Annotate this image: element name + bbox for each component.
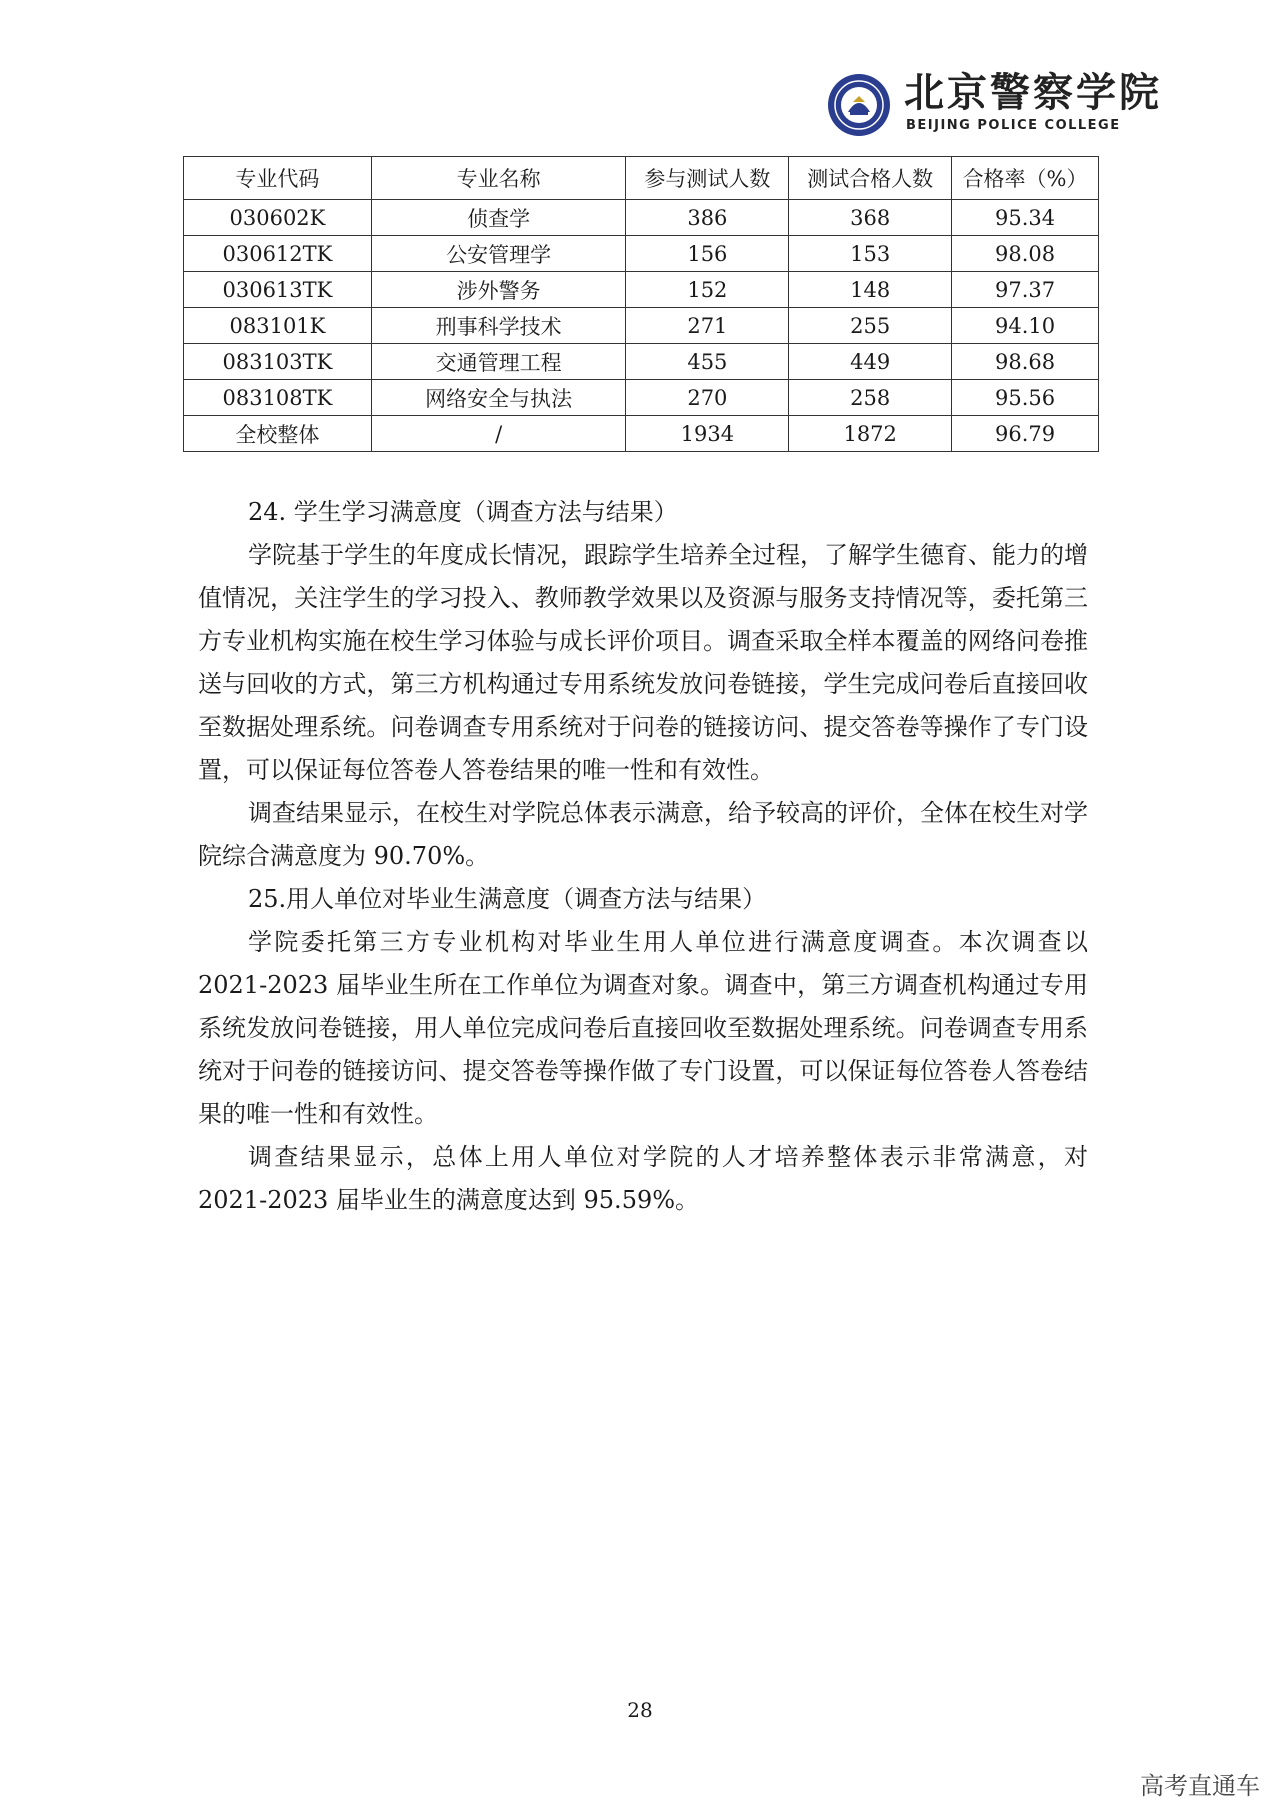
cell-passed: 148 bbox=[789, 272, 952, 308]
cell-passed: 255 bbox=[789, 308, 952, 344]
table-row bbox=[184, 308, 1099, 344]
cell-pass-rate: 96.79 bbox=[952, 416, 1099, 452]
cell-participants: 270 bbox=[626, 380, 789, 416]
cell-participants: 156 bbox=[626, 236, 789, 272]
cell-pass-rate: 98.08 bbox=[952, 236, 1099, 272]
cell-passed: 153 bbox=[789, 236, 952, 272]
cell-participants: 271 bbox=[626, 308, 789, 344]
cell-participants: 152 bbox=[626, 272, 789, 308]
table-total-row bbox=[184, 416, 1099, 452]
section-25-paragraph-2: 调查结果显示，总体上用人单位对学院的人才培养整体表示非常满意，对 2021-2023 届毕业生的满意度达到 95.59%。 bbox=[198, 1143, 1088, 1214]
header-passed: 测试合格人数 bbox=[789, 157, 952, 200]
cell-major-code: 030602K bbox=[184, 200, 372, 236]
cell-major-name: 刑事科学技术 bbox=[371, 308, 626, 344]
document-body bbox=[198, 491, 1088, 1222]
cell-major-code: 全校整体 bbox=[184, 416, 372, 452]
police-college-seal-icon bbox=[826, 72, 892, 138]
section-24-paragraph-1: 学院基于学生的年度成长情况，跟踪学生培养全过程，了解学生德育、能力的增值情况，关注学生的学习投入、教师教学效果以及资源与服务支持情况等，委托第三方专业机构实施在校生学习体验与成长评价项目。调查采取全样本覆盖的网络问卷推送与回收的方式，第三方机构通过专用系统发放问卷链接，学生完成问卷后直接回收至数据处理系统。问卷调查专用系统对于问卷的链接访问、提交答卷等操作了专门设置，可以保证每位答卷人答卷结果的唯一性和有效性。 bbox=[198, 541, 1088, 784]
table-row bbox=[184, 200, 1099, 236]
cell-participants: 455 bbox=[626, 344, 789, 380]
cell-major-name: 交通管理工程 bbox=[371, 344, 626, 380]
section-24-paragraph-2: 调查结果显示，在校生对学院总体表示满意，给予较高的评价，全体在校生对学院综合满意度为 90.70%。 bbox=[198, 799, 1088, 870]
cell-pass-rate: 94.10 bbox=[952, 308, 1099, 344]
cell-pass-rate: 97.37 bbox=[952, 272, 1099, 308]
college-name-en: BEIJING POLICE COLLEGE bbox=[906, 118, 1121, 133]
cell-passed: 368 bbox=[789, 200, 952, 236]
section-24-heading: 24. 学生学习满意度（调查方法与结果） bbox=[248, 498, 678, 526]
watermark-text: 高考直通车 bbox=[1140, 1772, 1260, 1800]
header-major-code: 专业代码 bbox=[184, 157, 372, 200]
table-row bbox=[184, 272, 1099, 308]
table-row bbox=[184, 236, 1099, 272]
cell-participants: 386 bbox=[626, 200, 789, 236]
cell-pass-rate: 95.56 bbox=[952, 380, 1099, 416]
header-major-name: 专业名称 bbox=[371, 157, 626, 200]
cell-major-name: 公安管理学 bbox=[371, 236, 626, 272]
table-row bbox=[184, 380, 1099, 416]
cell-major-code: 083108TK bbox=[184, 380, 372, 416]
header-pass-rate: 合格率（%） bbox=[952, 157, 1099, 200]
cell-major-code: 030613TK bbox=[184, 272, 372, 308]
cell-passed: 258 bbox=[789, 380, 952, 416]
cell-major-code: 030612TK bbox=[184, 236, 372, 272]
cell-major-code: 083103TK bbox=[184, 344, 372, 380]
cell-major-code: 083101K bbox=[184, 308, 372, 344]
test-results-table bbox=[183, 156, 1099, 452]
cell-pass-rate: 98.68 bbox=[952, 344, 1099, 380]
table-row bbox=[184, 344, 1099, 380]
college-name-cn: 北京警察学院 bbox=[904, 69, 1162, 116]
cell-major-name: 侦查学 bbox=[371, 200, 626, 236]
cell-major-name: 网络安全与执法 bbox=[371, 380, 626, 416]
cell-major-name: / bbox=[371, 416, 626, 452]
page-number: 28 bbox=[627, 1698, 653, 1722]
cell-passed: 449 bbox=[789, 344, 952, 380]
section-25-heading: 25.用人单位对毕业生满意度（调查方法与结果） bbox=[248, 885, 767, 913]
cell-pass-rate: 95.34 bbox=[952, 200, 1099, 236]
header-participants: 参与测试人数 bbox=[626, 157, 789, 200]
cell-passed: 1872 bbox=[789, 416, 952, 452]
college-logo bbox=[826, 69, 1162, 142]
cell-major-name: 涉外警务 bbox=[371, 272, 626, 308]
cell-participants: 1934 bbox=[626, 416, 789, 452]
section-25-paragraph-1: 学院委托第三方专业机构对毕业生用人单位进行满意度调查。本次调查以 2021-2023 届毕业生所在工作单位为调查对象。调查中，第三方调查机构通过专用系统发放问卷链接，用人单位完成问卷后直接回收至数据处理系统。问卷调查专用系统对于问卷的链接访问、提交答卷等操作做了专门设置，可以保证每位答卷人答卷结果的唯一性和有效性。 bbox=[198, 928, 1088, 1128]
table-header-row bbox=[184, 157, 1099, 200]
